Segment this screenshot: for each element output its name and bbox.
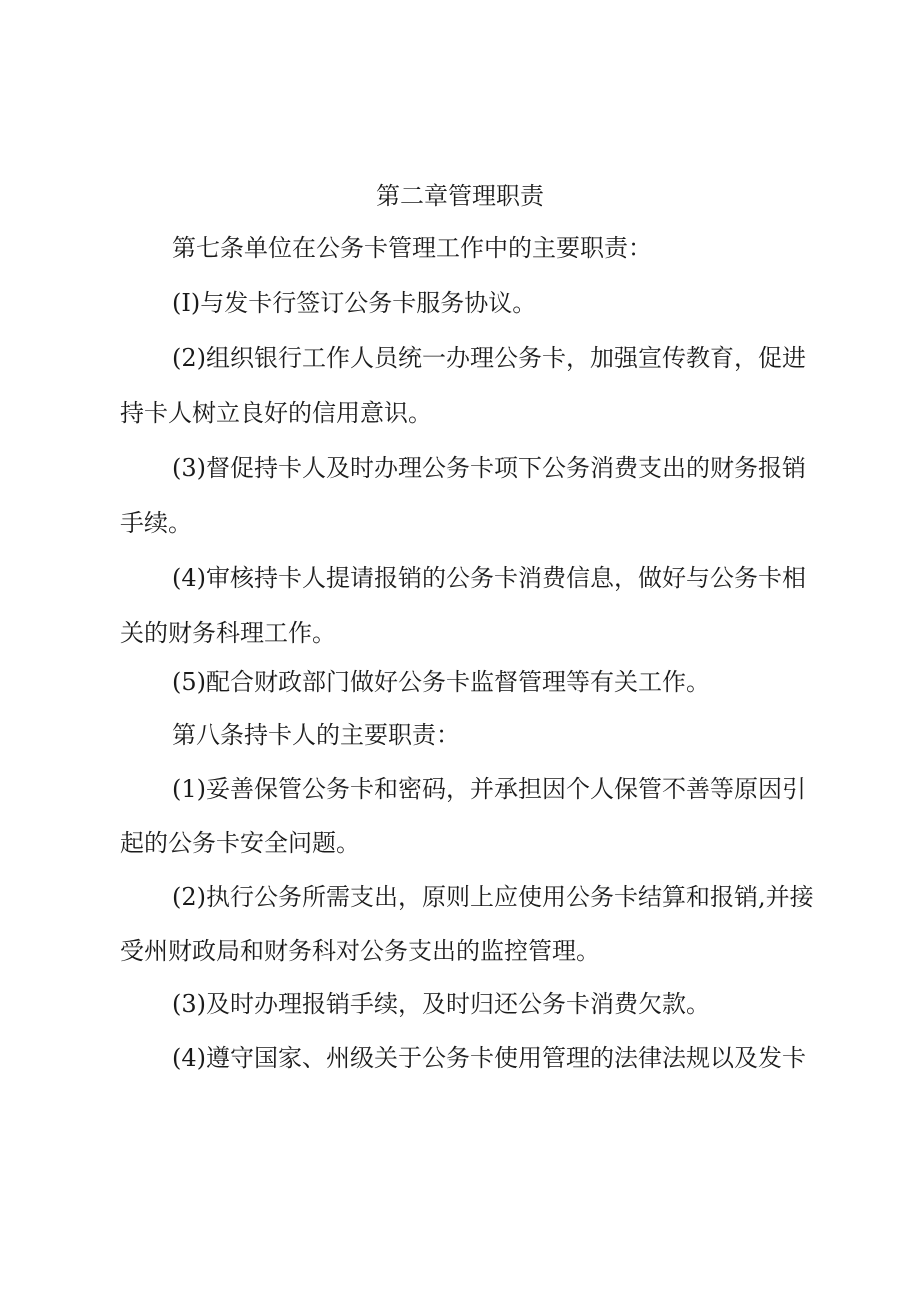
article-8-item-1-line-1: (1)妥善保管公务卡和密码，并承担因个人保管不善等原因引 <box>172 775 806 803</box>
article-8-item-2-line-2: 受州财政局和财务科对公务支出的监控管理。 <box>120 937 600 965</box>
article-7-heading: 第七条单位在公务卡管理工作中的主要职责： <box>172 234 652 262</box>
article-7-item-4-line-1: (4)审核持卡人提请报销的公务卡消费信息，做好与公务卡相 <box>172 564 806 592</box>
article-8-item-1-line-2: 起的公务卡安全问题。 <box>120 829 360 857</box>
article-7-item-5: (5)配合财政部门做好公务卡监督管理等有关工作。 <box>172 668 710 696</box>
article-7-item-2-line-2: 持卡人树立良好的信用意识。 <box>120 399 432 427</box>
article-8-item-3: (3)及时办理报销手续，及时归还公务卡消费欠款。 <box>172 990 710 1018</box>
article-8-item-4-line-1: (4)遵守国家、州级关于公务卡使用管理的法律法规以及发卡 <box>172 1044 806 1072</box>
article-7-item-4-line-2: 关的财务科理工作。 <box>120 619 336 647</box>
article-7-item-1: (I)与发卡行签订公务卡服务协议。 <box>172 289 537 317</box>
article-8-item-2-line-1: (2)执行公务所需支出，原则上应使用公务卡结算和报销,并接 <box>172 883 814 911</box>
article-7-item-3-line-1: (3)督促持卡人及时办理公务卡项下公务消费支出的财务报销 <box>172 454 806 482</box>
chapter-title: 第二章管理职责 <box>376 182 544 210</box>
article-7-item-2-line-1: (2)组织银行工作人员统一办理公务卡，加强宣传教育，促进 <box>172 344 806 372</box>
article-7-item-3-line-2: 手续。 <box>120 509 192 537</box>
article-8-heading: 第八条持卡人的主要职责： <box>172 721 460 749</box>
